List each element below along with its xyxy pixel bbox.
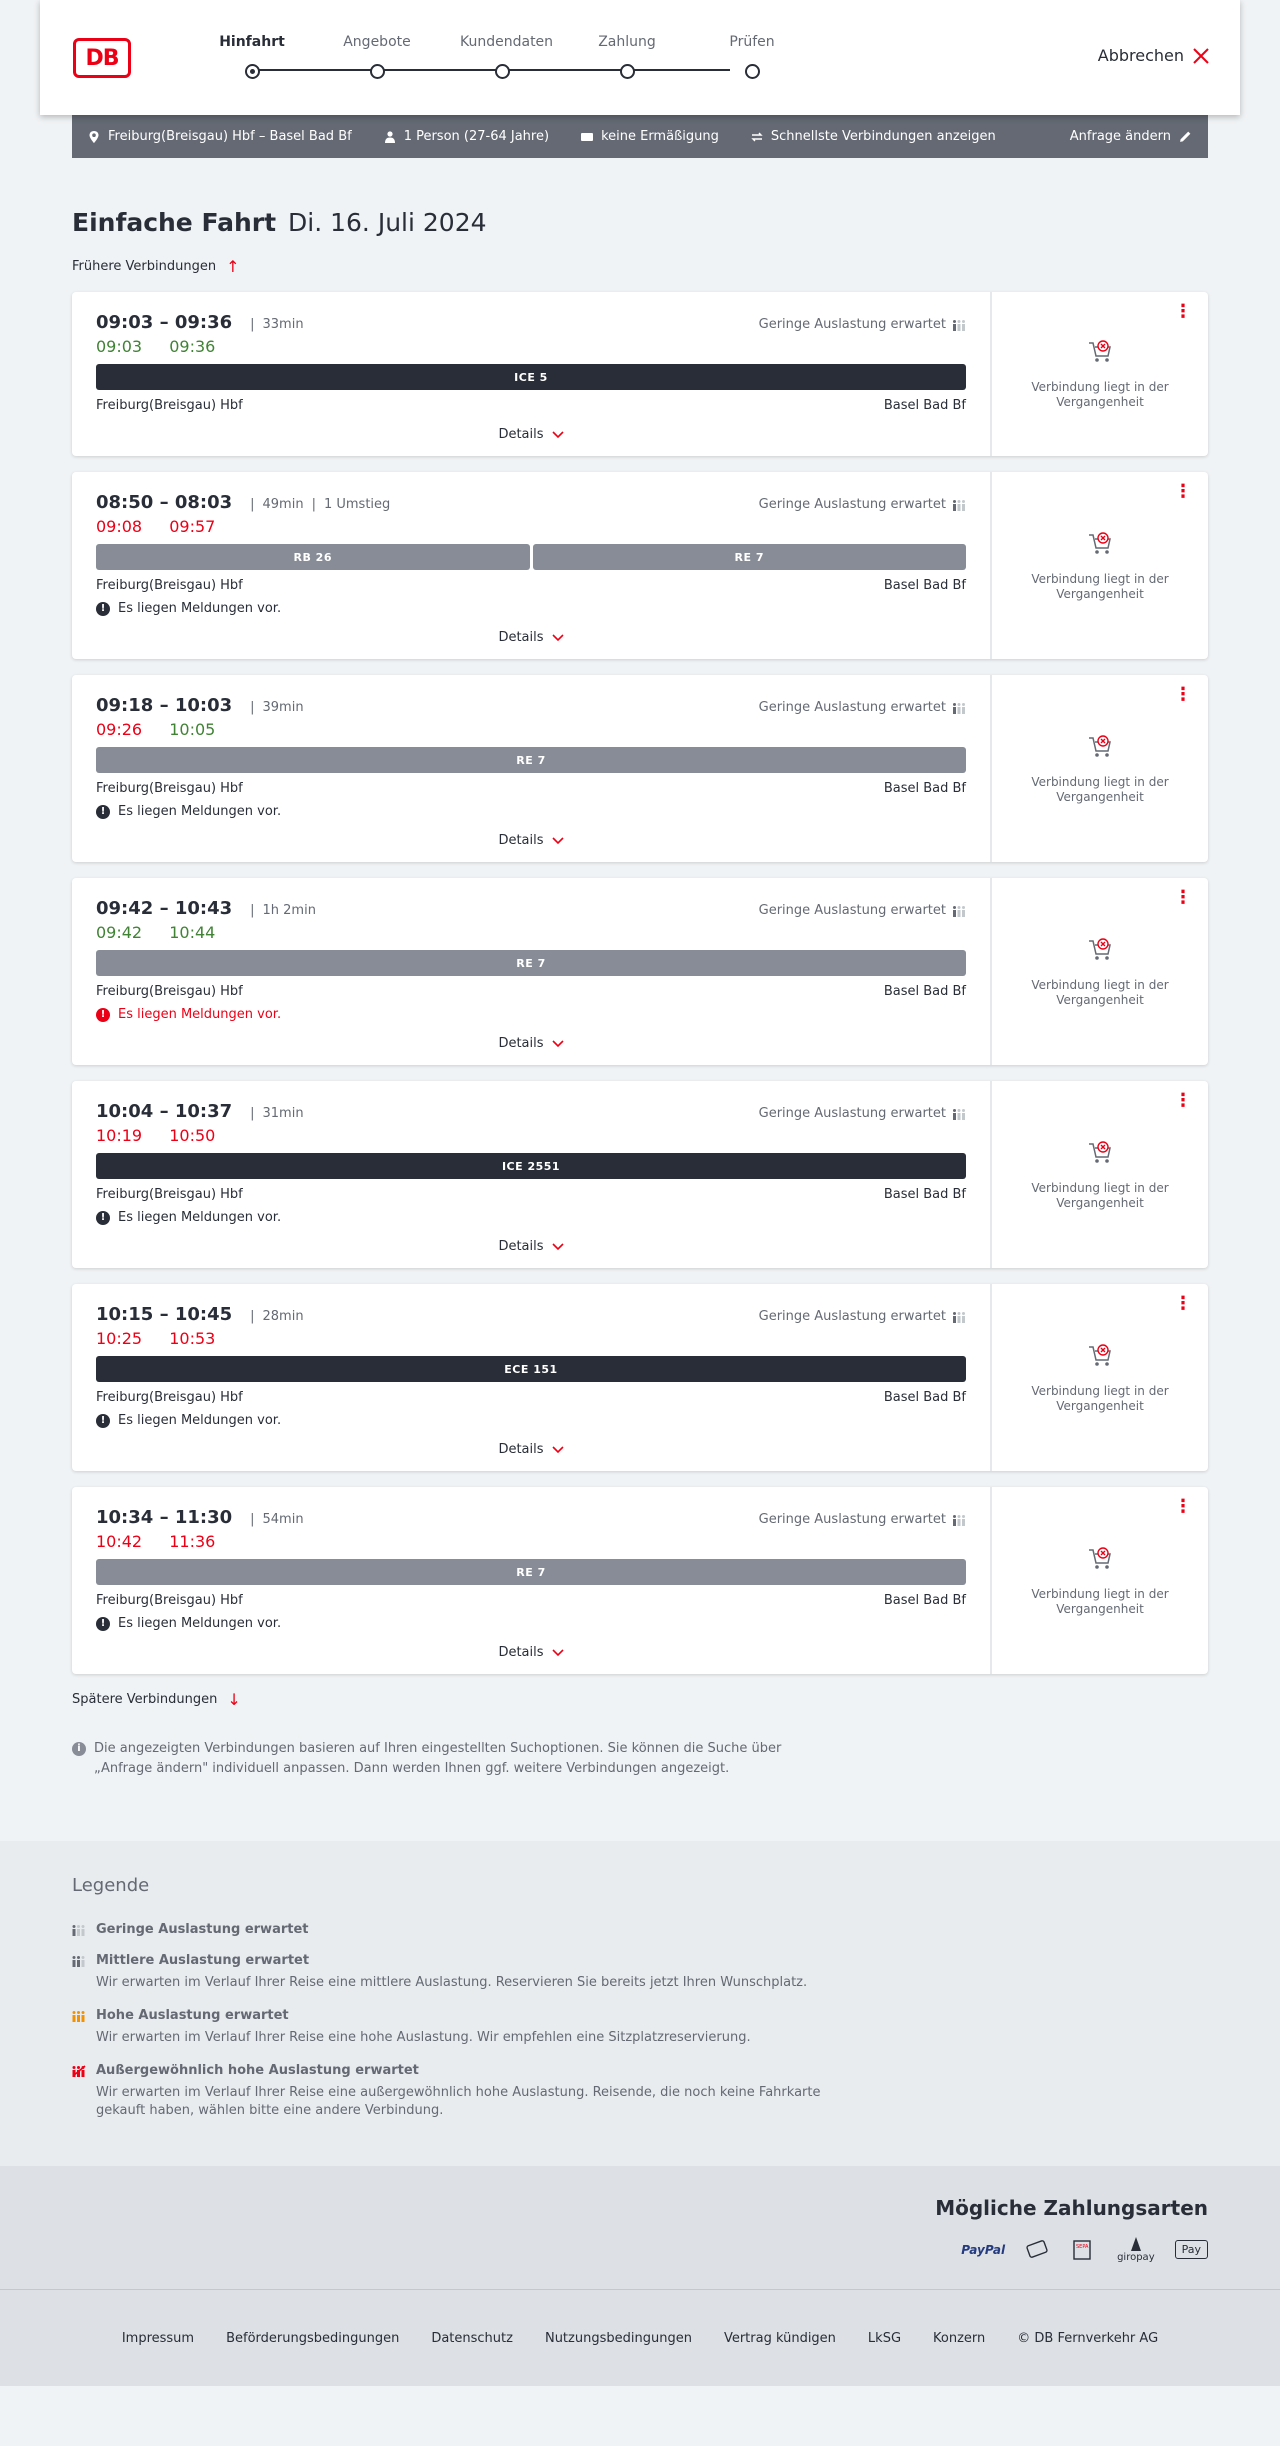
payment-section: [0, 2166, 1280, 2290]
occupancy-low-icon: [952, 499, 966, 511]
cart-unavailable-icon: [1086, 1139, 1114, 1167]
actual-times: [96, 1532, 966, 1551]
destination-station: Basel Bad Bf: [883, 578, 966, 593]
origin-station: Freiburg(Breisgau) Hbf: [96, 578, 243, 593]
arrow-up-icon: ↑: [226, 257, 240, 276]
more-options-icon[interactable]: ⋮: [1174, 301, 1192, 322]
details-toggle[interactable]: [96, 630, 966, 645]
connection-card[interactable]: [72, 878, 1208, 1065]
warning-icon: !: [96, 805, 110, 819]
chevron-down-icon: [552, 1040, 564, 1048]
occupancy-text: Geringe Auslastung erwartet: [758, 700, 946, 715]
connection-card[interactable]: [72, 675, 1208, 862]
disruption-message: [96, 601, 966, 616]
main-content: [72, 158, 1208, 1779]
connection-info: 08:50 – 08:03 | 49min | 1 Umstieg Geringe Auslastung erwartet 09:08 09:57 RB 26 RE 7 Freiburg(Breisgau) Hbf Basel Bad Bf ! Es liegen Meldungen vor. Details: [72, 472, 992, 659]
footer-link[interactable]: LkSG: [867, 2330, 902, 2346]
step-hinfahrt[interactable]: [210, 34, 294, 79]
apple-pay-label: Pay: [1181, 2243, 1201, 2256]
cart-unavailable-icon: [1086, 936, 1114, 964]
search-info-note: [72, 1739, 832, 1779]
cart-unavailable-icon: [1086, 338, 1114, 366]
train-bar: [96, 747, 966, 773]
actual-times: [96, 517, 966, 536]
planned-times: 09:42 – 10:43: [96, 898, 233, 919]
origin-station: Freiburg(Breisgau) Hbf: [96, 1187, 243, 1202]
availability-status: Verbindung liegt in der Vergangenheit: [1031, 1383, 1169, 1413]
actual-departure: 10:19: [96, 1126, 143, 1145]
booking-panel: [992, 1284, 1208, 1471]
chevron-down-icon: [552, 1649, 564, 1657]
message-text: Es liegen Meldungen vor.: [118, 1413, 282, 1428]
details-label: Details: [498, 427, 544, 442]
actual-departure: 09:03: [96, 337, 143, 356]
details-label: Details: [498, 1036, 544, 1051]
more-options-icon[interactable]: ⋮: [1174, 1293, 1192, 1314]
giropay-label: giropay: [1117, 2252, 1155, 2263]
step-pruefen[interactable]: [710, 34, 794, 79]
legend-item-title: Mittlere Auslastung erwartet: [96, 1953, 310, 1968]
legend-item-title: Geringe Auslastung erwartet: [96, 1922, 309, 1937]
footer-link[interactable]: © DB Fernverkehr AG: [1017, 2330, 1159, 2346]
origin-station: Freiburg(Breisgau) Hbf: [96, 1593, 243, 1608]
duration: 54min: [262, 1512, 304, 1527]
actual-times: [96, 1329, 966, 1348]
later-connections-link[interactable]: [72, 1690, 1208, 1709]
booking-panel: [992, 1487, 1208, 1674]
stations: [96, 984, 966, 999]
details-toggle[interactable]: [96, 1645, 966, 1660]
details-label: Details: [498, 1645, 544, 1660]
train-segment: RB 26: [96, 544, 530, 570]
train-segment: ICE 5: [96, 364, 966, 390]
query-option: [751, 129, 996, 144]
actual-arrival: 09:36: [169, 337, 216, 356]
earlier-connections-link[interactable]: [72, 257, 1208, 276]
destination-station: Basel Bad Bf: [883, 781, 966, 796]
sepa-debit-icon: [1071, 2239, 1097, 2261]
trip-date: Di. 16. Juli 2024: [288, 208, 487, 237]
warning-icon: !: [96, 1617, 110, 1631]
chevron-down-icon: [552, 1243, 564, 1251]
availability-status: Verbindung liegt in der Vergangenheit: [1031, 1180, 1169, 1210]
transfers: 1 Umstieg: [323, 497, 391, 512]
message-text: Es liegen Meldungen vor.: [118, 1007, 282, 1022]
actual-arrival: 10:44: [169, 923, 216, 942]
more-options-icon[interactable]: ⋮: [1174, 684, 1192, 705]
occupancy-low-icon: [952, 905, 966, 917]
connection-info: 09:03 – 09:36 | 33min Geringe Auslastung erwartet 09:03 09:36 ICE 5 Freiburg(Breisgau) Hbf Basel Bad Bf Details: [72, 292, 992, 456]
chevron-down-icon: [552, 431, 564, 439]
step-label: Zahlung: [598, 34, 656, 50]
payment-title: Mögliche Zahlungsarten: [935, 2196, 1208, 2220]
connection-list: [72, 292, 1208, 1674]
step-dot: [245, 64, 260, 79]
step-dot: [745, 64, 760, 79]
chevron-down-icon: [552, 634, 564, 642]
details-label: Details: [498, 1239, 544, 1254]
train-segment: RE 7: [96, 747, 966, 773]
edit-query-button[interactable]: [1070, 129, 1192, 144]
discount-text: keine Ermäßigung: [601, 129, 719, 144]
passengers-text: 1 Person (27-64 Jahre): [403, 129, 550, 144]
footer-link[interactable]: Impressum: [121, 2330, 195, 2346]
step-label: Kundendaten: [460, 34, 554, 50]
arrow-down-icon: ↓: [227, 1690, 241, 1709]
origin-station: Freiburg(Breisgau) Hbf: [96, 781, 243, 796]
legend-section: [0, 1841, 1280, 2166]
actual-arrival: 11:36: [169, 1532, 216, 1551]
actual-arrival: 10:50: [169, 1126, 216, 1145]
step-dot: [495, 64, 510, 79]
train-segment: RE 7: [96, 950, 966, 976]
legend-list: [72, 1922, 1208, 2120]
step-dot: [620, 64, 635, 79]
option-text: Schnellste Verbindungen anzeigen: [770, 129, 996, 144]
origin-station: Freiburg(Breisgau) Hbf: [96, 1390, 243, 1405]
step-zahlung[interactable]: [585, 34, 669, 79]
step-label: Hinfahrt: [219, 34, 285, 50]
legend-item: [72, 2008, 1208, 2047]
occupancy-low-icon: [952, 702, 966, 714]
legend-item: [72, 2063, 1208, 2120]
destination-station: Basel Bad Bf: [883, 1390, 966, 1405]
occupancy-level-icon: [72, 2010, 86, 2022]
stations: [96, 1187, 966, 1202]
booking-panel: [992, 675, 1208, 862]
train-segment: ICE 2551: [96, 1153, 966, 1179]
edit-query-label: Anfrage ändern: [1069, 129, 1171, 144]
occupancy-text: Geringe Auslastung erwartet: [758, 317, 946, 332]
footer-link[interactable]: Vertrag kündigen: [723, 2330, 836, 2346]
planned-times: 10:04 – 10:37: [96, 1101, 233, 1122]
occupancy-text: Geringe Auslastung erwartet: [758, 497, 946, 512]
actual-times: [96, 1126, 966, 1145]
svg-text:SEPA: SEPA: [1076, 2243, 1089, 2250]
origin-station: Freiburg(Breisgau) Hbf: [96, 398, 243, 413]
cancel-label: Abbrechen: [1097, 46, 1184, 65]
details-toggle[interactable]: [96, 1036, 966, 1051]
actual-times: [96, 720, 966, 739]
availability-status: Verbindung liegt in der Vergangenheit: [1031, 977, 1169, 1007]
details-label: Details: [498, 1442, 544, 1457]
legend-item-title: Außergewöhnlich hohe Auslastung erwartet: [96, 2063, 419, 2078]
occupancy-low-icon: [952, 319, 966, 331]
connection-info: 10:15 – 10:45 | 28min Geringe Auslastung erwartet 10:25 10:53 ECE 151 Freiburg(Breisgau) Hbf Basel Bad Bf ! Es liegen Meldungen vor. Details: [72, 1284, 992, 1471]
origin-station: Freiburg(Breisgau) Hbf: [96, 984, 243, 999]
cart-unavailable-icon: [1086, 1342, 1114, 1370]
occupancy-level-icon: [72, 2065, 86, 2077]
close-icon: [1192, 47, 1210, 65]
booking-panel: [992, 292, 1208, 456]
train-segment: RE 7: [533, 544, 967, 570]
occupancy-indicator: [759, 700, 966, 715]
cancel-button[interactable]: [1098, 46, 1210, 65]
occupancy-indicator: [759, 1106, 966, 1121]
destination-station: Basel Bad Bf: [883, 1593, 966, 1608]
cart-unavailable-icon: [1086, 1545, 1114, 1573]
duration: 33min: [262, 317, 304, 332]
stations: [96, 398, 966, 413]
occupancy-text: Geringe Auslastung erwartet: [758, 903, 946, 918]
step-label: Angebote: [343, 34, 411, 50]
details-toggle[interactable]: [96, 427, 966, 442]
legend-title: Legende: [72, 1875, 150, 1896]
query-discount: [581, 129, 719, 144]
trip-type: Einfache Fahrt: [72, 208, 277, 237]
occupancy-low-icon: [952, 1108, 966, 1120]
footer: [0, 2290, 1280, 2386]
occupancy-indicator: [759, 903, 966, 918]
payment-methods: [72, 2236, 1208, 2263]
details-toggle[interactable]: [96, 1442, 966, 1457]
booking-panel: [992, 472, 1208, 659]
duration: 1h 2min: [262, 903, 316, 918]
person-icon: [384, 131, 396, 143]
actual-arrival: 09:57: [169, 517, 216, 536]
chevron-down-icon: [552, 837, 564, 845]
connection-card[interactable]: [72, 472, 1208, 659]
availability-status: Verbindung liegt in der Vergangenheit: [1031, 380, 1169, 409]
planned-times: 10:34 – 11:30: [96, 1507, 233, 1528]
apple-pay-icon: [1175, 2240, 1208, 2259]
booking-panel: [992, 1081, 1208, 1268]
legend-item-text: Wir erwarten im Verlauf Ihrer Reise eine außergewöhnlich hohe Auslastung. Reisende, die noch keine Fahrkarte gekauft haben, wählen bitte eine andere Verbindung.: [96, 2085, 821, 2118]
message-text: Es liegen Meldungen vor.: [118, 601, 282, 616]
train-bar: [96, 544, 966, 570]
occupancy-level-icon: [72, 1955, 86, 1967]
actual-times: [96, 337, 966, 356]
actual-departure: 10:42: [96, 1532, 143, 1551]
info-icon: i: [72, 1742, 86, 1756]
availability-status: Verbindung liegt in der Vergangenheit: [1031, 1586, 1169, 1616]
occupancy-indicator: [759, 1309, 966, 1324]
train-bar: [96, 950, 966, 976]
destination-station: Basel Bad Bf: [883, 984, 966, 999]
cart-unavailable-icon: [1086, 733, 1114, 761]
step-dot: [370, 64, 385, 79]
chevron-down-icon: [552, 1446, 564, 1454]
route-text: Freiburg(Breisgau) Hbf – Basel Bad Bf: [108, 129, 352, 144]
occupancy-low-icon: [952, 1311, 966, 1323]
planned-times: 10:15 – 10:45: [96, 1304, 233, 1325]
footer-link[interactable]: Beförderungsbedingungen: [226, 2330, 400, 2346]
warning-icon: !: [96, 1211, 110, 1225]
connection-info: 10:34 – 11:30 | 54min Geringe Auslastung erwartet 10:42 11:36 RE 7 Freiburg(Breisgau) Hbf Basel Bad Bf ! Es liegen Meldungen vor. Details: [72, 1487, 992, 1674]
db-logo[interactable]: DB: [73, 38, 131, 78]
connection-card[interactable]: [72, 1284, 1208, 1471]
earlier-label: Frühere Verbindungen: [72, 259, 217, 274]
connection-info: 10:04 – 10:37 | 31min Geringe Auslastung erwartet 10:19 10:50 ICE 2551 Freiburg(Breisgau) Hbf Basel Bad Bf ! Es liegen Meldungen vor. Details: [72, 1081, 992, 1268]
disruption-message: [96, 1616, 966, 1631]
train-bar: [96, 1559, 966, 1585]
connection-card[interactable]: [72, 1081, 1208, 1268]
actual-departure: 10:25: [96, 1329, 143, 1348]
step-kundendaten[interactable]: [460, 34, 554, 79]
more-options-icon[interactable]: ⋮: [1174, 1496, 1192, 1517]
actual-departure: 09:42: [96, 923, 143, 942]
warning-icon: !: [96, 602, 110, 616]
occupancy-indicator: [759, 497, 966, 512]
progress-steps: [210, 34, 775, 84]
occupancy-low-icon: [952, 1514, 966, 1526]
legend-item-text: Wir erwarten im Verlauf Ihrer Reise eine hohe Auslastung. Wir empfehlen eine Sitzplatzreservierung.: [96, 2030, 751, 2045]
planned-times: 09:03 – 09:36: [96, 312, 233, 333]
legend-item: [72, 1953, 1208, 1992]
planned-times: 08:50 – 08:03: [96, 492, 233, 513]
more-options-icon[interactable]: ⋮: [1174, 481, 1192, 502]
connection-card[interactable]: [72, 1487, 1208, 1674]
pencil-icon: [1179, 130, 1192, 143]
train-segment: ECE 151: [96, 1356, 966, 1382]
stations: [96, 781, 966, 796]
query-passengers: [384, 129, 549, 144]
disruption-message: [96, 1007, 966, 1022]
footer-link[interactable]: Datenschutz: [431, 2330, 513, 2346]
details-toggle[interactable]: [96, 1239, 966, 1254]
step-label: Prüfen: [729, 34, 775, 50]
giropay-icon: [1117, 2236, 1155, 2263]
train-segment: RE 7: [96, 1559, 966, 1585]
disruption-message: [96, 1210, 966, 1225]
disruption-message: [96, 804, 966, 819]
query-summary-bar: [72, 115, 1208, 158]
duration: 28min: [262, 1309, 304, 1324]
actual-departure: 09:26: [96, 720, 143, 739]
destination-station: Basel Bad Bf: [883, 1187, 966, 1202]
paypal-icon: PayPal: [961, 2242, 1006, 2257]
location-pin-icon: [88, 131, 100, 143]
occupancy-text: Geringe Auslastung erwartet: [758, 1309, 946, 1324]
stations: [96, 1390, 966, 1405]
occupancy-indicator: [759, 317, 966, 332]
query-route: [88, 129, 352, 144]
message-text: Es liegen Meldungen vor.: [118, 1210, 282, 1225]
bahncard-icon: [581, 131, 593, 143]
legend-item-title: Hohe Auslastung erwartet: [96, 2008, 289, 2023]
credit-card-icon: [1025, 2239, 1051, 2261]
more-options-icon[interactable]: ⋮: [1174, 887, 1192, 908]
actual-times: [96, 923, 966, 942]
cart-unavailable-icon: [1086, 530, 1114, 558]
disruption-message: [96, 1413, 966, 1428]
stations: [96, 578, 966, 593]
swap-arrows-icon: [751, 131, 763, 143]
info-text: Die angezeigten Verbindungen basieren auf Ihren eingestellten Suchoptionen. Sie können die Suche über „Anfrage ändern" individuell anpassen. Dann werden Ihnen ggf. weitere Verbindungen angezeigt.: [94, 1741, 782, 1776]
more-options-icon[interactable]: ⋮: [1174, 1090, 1192, 1111]
destination-station: Basel Bad Bf: [883, 398, 966, 413]
actual-departure: 09:08: [96, 517, 143, 536]
legend-item: [72, 1922, 1208, 1937]
details-toggle[interactable]: [96, 833, 966, 848]
stations: [96, 1593, 966, 1608]
planned-times: 09:18 – 10:03: [96, 695, 233, 716]
connection-info: 09:18 – 10:03 | 39min Geringe Auslastung erwartet 09:26 10:05 RE 7 Freiburg(Breisgau) Hbf Basel Bad Bf ! Es liegen Meldungen vor. Details: [72, 675, 992, 862]
actual-arrival: 10:05: [169, 720, 216, 739]
header: [40, 0, 1240, 115]
occupancy-text: Geringe Auslastung erwartet: [758, 1106, 946, 1121]
later-label: Spätere Verbindungen: [72, 1692, 218, 1707]
legend-item-text: Wir erwarten im Verlauf Ihrer Reise eine mittlere Auslastung. Reservieren Sie bereits jetzt Ihren Wunschplatz.: [96, 1975, 808, 1990]
duration: 39min: [262, 700, 304, 715]
message-text: Es liegen Meldungen vor.: [118, 1616, 282, 1631]
duration: 49min: [262, 497, 304, 512]
occupancy-text: Geringe Auslastung erwartet: [758, 1512, 946, 1527]
details-label: Details: [498, 630, 544, 645]
occupancy-indicator: [759, 1512, 966, 1527]
details-label: Details: [498, 833, 544, 848]
warning-icon: !: [96, 1414, 110, 1428]
train-bar: [96, 1356, 966, 1382]
connection-card[interactable]: [72, 292, 1208, 456]
availability-status: Verbindung liegt in der Vergangenheit: [1031, 774, 1169, 804]
connection-info: 09:42 – 10:43 | 1h 2min Geringe Auslastung erwartet 09:42 10:44 RE 7 Freiburg(Breisgau) Hbf Basel Bad Bf ! Es liegen Meldungen vor. Details: [72, 878, 992, 1065]
train-bar: [96, 1153, 966, 1179]
availability-status: Verbindung liegt in der Vergangenheit: [1031, 571, 1169, 601]
occupancy-level-icon: [72, 1924, 86, 1936]
footer-link[interactable]: Konzern: [933, 2330, 986, 2346]
page-title: [72, 208, 1208, 237]
train-bar: [96, 364, 966, 390]
booking-panel: [992, 878, 1208, 1065]
actual-arrival: 10:53: [169, 1329, 216, 1348]
duration: 31min: [262, 1106, 304, 1121]
message-text: Es liegen Meldungen vor.: [118, 804, 282, 819]
warning-icon: !: [96, 1008, 110, 1022]
step-angebote[interactable]: [335, 34, 419, 79]
footer-link[interactable]: Nutzungsbedingungen: [544, 2330, 692, 2346]
